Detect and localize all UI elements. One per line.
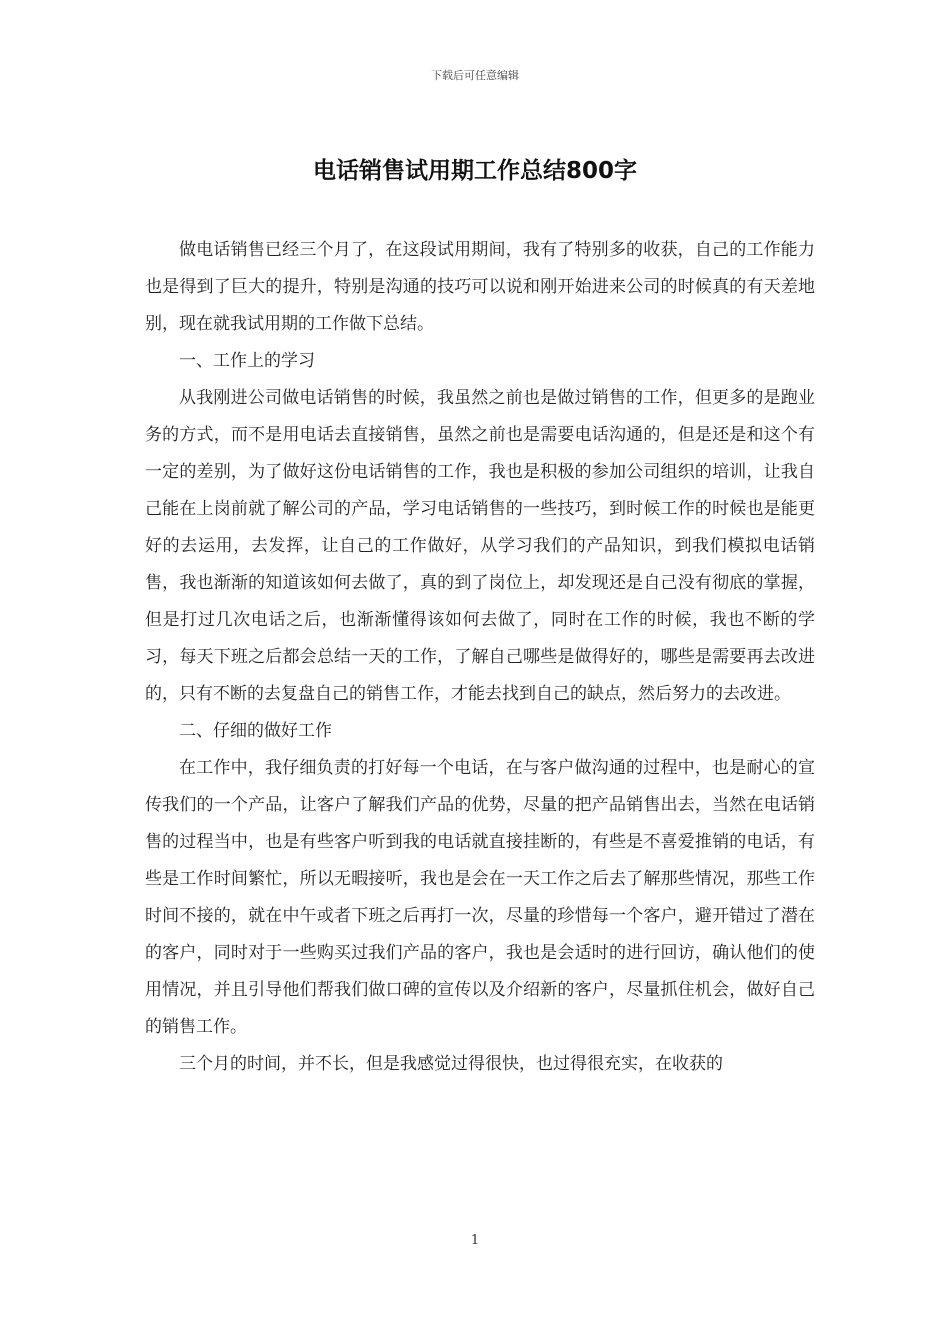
header-note: 下载后可任意编辑 [431, 69, 519, 82]
paragraph-section-1: 从我刚进公司做电话销售的时候，我虽然之前也是做过销售的工作，但更多的是跑业务的方式，而不是用电话去直接销售，虽然之前也是需要电话沟通的，但是还是和这个有一定的差别，为了做好这份电话销售的工作，我也是积极的参加公司组织的培训，让我自己能在上岗前就了解公司的产品，学习电话销售的一些技巧，到时候工作的时候也是能更好的去运用，去发挥，让自己的工作做好，从学习我们的产品知识，到我们模拟电话销售，我也渐渐的知道该如何去做了，真的到了岗位上，却发现还是自己没有彻底的掌握，但是打过几次电话之后，也渐渐懂得该如何去做了，同时在工作的时候，我也不断的学习，每天下班之后都会总结一天的工作，了解自己哪些是做得好的，哪些是需要再去改进的，只有不断的去复盘自己的销售工作，才能去找到自己的缺点，然后努力的去改进。 [145, 388, 815, 704]
document-title: 电话销售试用期工作总结800字 [312, 158, 637, 184]
section-heading-2: 二、仔细的做好工作 [179, 721, 332, 741]
document-body [145, 232, 815, 1083]
paragraph-intro: 做电话销售已经三个月了，在这段试用期间，我有了特别多的收获，自己的工作能力也是得到了巨大的提升，特别是沟通的技巧可以说和刚开始进来公司的时候真的有天差地别，现在就我试用期的工作做下总结。 [145, 240, 815, 334]
page-number: 1 [470, 1233, 480, 1248]
paragraph-section-2: 在工作中，我仔细负责的打好每一个电话，在与客户做沟通的过程中，也是耐心的宣传我们的一个产品，让客户了解我们产品的优势，尽量的把产品销售出去，当然在电话销售的过程当中，也是有些客户听到我的电话就直接挂断的，有些是不喜爱推销的电话，有些是工作时间繁忙，所以无暇接听，我也是会在一天工作之后去了解那些情况，那些工作时间不接的，就在中午或者下班之后再打一次，尽量的珍惜每一个客户，避开错过了潜在的客户，同时对于一些购买过我们产品的客户，我也是会适时的进行回访，确认他们的使用情况，并且引导他们帮我们做口碑的宣传以及介绍新的客户，尽量抓住机会，做好自己的销售工作。 [145, 758, 815, 1037]
paragraph-closing: 三个月的时间，并不长，但是我感觉过得很快，也过得很充实，在收获的 [179, 1054, 723, 1074]
section-heading-1: 一、工作上的学习 [179, 351, 315, 371]
